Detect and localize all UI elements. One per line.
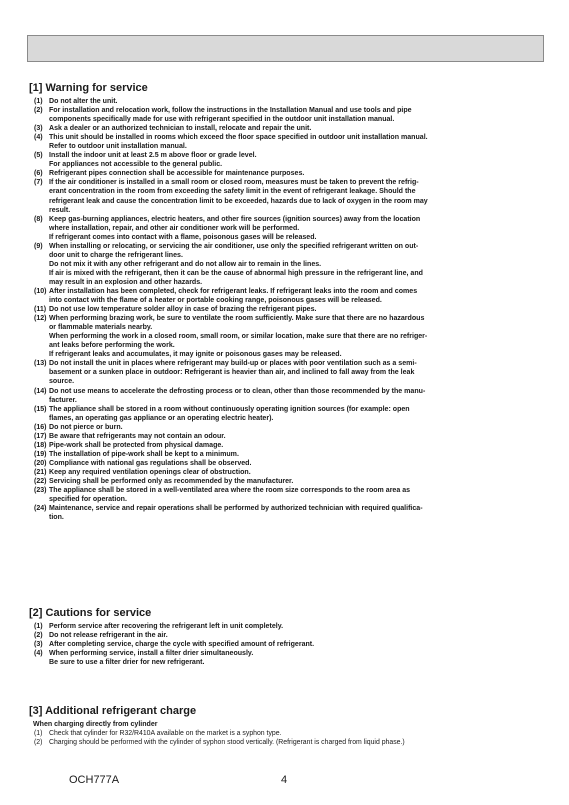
list-item	[29, 124, 549, 133]
item-text	[49, 106, 549, 124]
item-line: Ask a dealer or an authorized technician to install, relocate and repair the unit.	[49, 125, 312, 133]
item-number: (18)	[34, 441, 47, 449]
item-text	[49, 215, 549, 242]
list-item	[29, 486, 549, 504]
item-text	[49, 477, 549, 486]
item-line: If refrigerant comes into contact with a flame, poisonous gases will be released.	[49, 233, 317, 241]
item-line: Do not use means to accelerate the defrosting process or to clean, other than those recommended by the manu-	[49, 387, 426, 395]
item-line: If the air conditioner is installed in a small room or closed room, measures must be taken to prevent the refrig-	[49, 179, 419, 187]
item-line: The appliance shall be stored in a room without continuously operating ignition sources (for example: open	[49, 405, 410, 413]
item-number: (2)	[34, 632, 43, 640]
section-title: [1] Warning for service	[29, 82, 148, 94]
item-line: source.	[49, 378, 75, 386]
item-text	[49, 441, 549, 450]
item-number: (19)	[34, 450, 47, 458]
list-item	[29, 423, 549, 432]
item-line: Refer to outdoor unit installation manual.	[49, 143, 187, 151]
list-item	[29, 242, 549, 287]
item-text	[49, 387, 549, 405]
item-text	[49, 432, 549, 441]
item-text	[49, 405, 549, 423]
item-text	[49, 423, 549, 432]
item-number: (16)	[34, 423, 47, 431]
list-item	[29, 151, 549, 169]
item-line: facturer.	[49, 396, 77, 404]
item-line: Be aware that refrigerants may not contain an odour.	[49, 432, 226, 440]
header-bar	[27, 35, 544, 62]
item-text	[49, 305, 549, 314]
list-item	[29, 97, 549, 106]
item-text	[49, 649, 549, 667]
list-item	[29, 405, 549, 423]
item-text	[49, 738, 549, 747]
item-line: Compliance with national gas regulations shall be observed.	[49, 459, 252, 467]
list-item	[29, 622, 549, 631]
item-line: Pipe-work shall be protected from physical damage.	[49, 441, 224, 449]
item-number: (20)	[34, 459, 47, 467]
item-number: (17)	[34, 432, 47, 440]
item-line: Servicing shall be performed only as recommended by the manufacturer.	[49, 477, 294, 485]
item-text	[49, 359, 549, 386]
item-line: For appliances not accessible to the general public.	[49, 161, 223, 169]
additional-refrigerant-charge-section	[29, 705, 549, 747]
list-item	[29, 450, 549, 459]
item-text	[49, 468, 549, 477]
item-number: (10)	[34, 287, 47, 295]
item-line: specified for operation.	[49, 496, 127, 504]
item-line: or flammable materials nearby.	[49, 324, 153, 332]
cautions-list	[29, 622, 549, 667]
list-item	[29, 468, 549, 477]
list-item	[29, 459, 549, 468]
item-text	[49, 169, 549, 178]
list-item	[29, 305, 549, 314]
item-line: ant leaks before performing the work.	[49, 342, 175, 350]
item-line: where installation, repair, and other air conditioner work will be performed.	[49, 224, 300, 232]
model-number: OCH777A	[69, 774, 120, 786]
item-text	[49, 178, 549, 214]
section-title: [2] Cautions for service	[29, 607, 152, 619]
list-item	[29, 178, 549, 214]
item-line: If air is mixed with the refrigerant, then it can be the cause of abnormal high pressure in the refrigerant line, and	[49, 269, 423, 277]
list-item	[29, 640, 549, 649]
list-item	[29, 729, 549, 738]
item-line: Perform service after recovering the refrigerant left in unit completely.	[49, 623, 284, 630]
item-line: components specifically made for use with refrigerant specified in the outdoor unit installation manual.	[49, 116, 395, 124]
item-line: Do not release refrigerant in the air.	[49, 632, 168, 640]
item-line: After installation has been completed, check for refrigerant leaks. If refrigerant leaks into the room and comes	[49, 287, 418, 295]
item-line: Keep any required ventilation openings clear of obstruction.	[49, 468, 251, 476]
item-text	[49, 486, 549, 504]
item-number: (21)	[34, 468, 47, 476]
item-line: Charging should be performed with the cylinder of syphon stood vertically. (Refrigerant is charged from liquid phase.)	[49, 739, 405, 747]
item-number: (8)	[34, 215, 43, 223]
cautions-for-service-section	[29, 607, 549, 667]
item-number: (1)	[34, 623, 43, 630]
item-text	[49, 631, 549, 640]
item-line: Install the indoor unit at least 2.5 m above floor or grade level.	[49, 152, 257, 160]
item-line: The appliance shall be stored in a well-ventilated area where the room size corresponds to the room area as	[49, 487, 411, 495]
item-line: flames, an operating gas appliance or an operating electric heater).	[49, 414, 274, 422]
list-item	[29, 477, 549, 486]
warning-list	[29, 97, 549, 522]
item-number: (14)	[34, 387, 47, 395]
item-text	[49, 459, 549, 468]
item-number: (22)	[34, 477, 47, 485]
item-number: (4)	[34, 650, 43, 658]
item-text	[49, 287, 549, 305]
item-line: into contact with the flame of a heater or portable cooking range, poisonous gases will be released.	[49, 297, 382, 305]
list-item	[29, 504, 549, 522]
item-number: (23)	[34, 487, 47, 495]
item-line: Be sure to use a filter drier for new refrigerant.	[49, 659, 205, 667]
item-text	[49, 640, 549, 649]
list-item	[29, 649, 549, 667]
item-text	[49, 124, 549, 133]
item-number: (9)	[34, 242, 43, 250]
list-item	[29, 314, 549, 359]
list-item	[29, 441, 549, 450]
item-text	[49, 729, 549, 738]
page-number: 4	[281, 774, 288, 786]
item-number: (12)	[34, 315, 47, 323]
section-subtitle: When charging directly from cylinder	[33, 721, 158, 728]
item-number: (1)	[34, 730, 43, 738]
list-item	[29, 106, 549, 124]
item-number: (2)	[34, 107, 43, 115]
item-line: This unit should be installed in rooms which exceed the floor space specified in outdoor unit installation manual.	[49, 134, 428, 142]
item-line: Refrigerant pipes connection shall be accessible for maintenance purposes.	[49, 170, 305, 178]
item-text	[49, 504, 549, 522]
item-line: door unit to charge the refrigerant lines.	[49, 251, 183, 259]
item-line: erant concentration in the room from exceeding the safety limit in the event of refrigerant leakage. Should the	[49, 188, 416, 196]
item-line: When performing service, install a filter drier simultaneously.	[49, 650, 254, 658]
item-line: basement or a sunken place in outdoor: Refrigerant is heavier than air, and inclined to fall away from the leak	[49, 369, 415, 377]
item-text	[49, 242, 549, 287]
item-number: (13)	[34, 360, 47, 368]
item-line: Check that cylinder for R32/R410A available on the market is a syphon type.	[49, 730, 282, 738]
item-text	[49, 314, 549, 359]
item-line: The installation of pipe-work shall be kept to a minimum.	[49, 450, 239, 458]
item-text	[49, 97, 549, 106]
list-item	[29, 359, 549, 386]
list-item	[29, 287, 549, 305]
list-item	[29, 387, 549, 405]
item-line: If refrigerant leaks and accumulates, it may ignite or poisonous gases may be released.	[49, 351, 342, 359]
item-number: (24)	[34, 505, 47, 513]
charge-list	[29, 729, 549, 747]
item-line: Do not mix it with any other refrigerant and do not allow air to remain in the lines.	[49, 260, 322, 268]
item-number: (1)	[34, 98, 43, 105]
section-title: [3] Additional refrigerant charge	[29, 705, 197, 717]
item-line: refrigerant leak and cause the concentration limit to be exceeded, hazards due to lack of oxygen in the room may	[49, 197, 428, 205]
item-line: Keep gas-burning appliances, electric heaters, and other fire sources (ignition sources) away from the location	[49, 215, 421, 223]
item-number: (11)	[34, 306, 47, 314]
item-text	[49, 151, 549, 169]
item-number: (3)	[34, 641, 43, 649]
item-line: When installing or relocating, or servicing the air conditioner, use only the specified refrigerant written on out-	[49, 242, 419, 250]
item-line: tion.	[49, 514, 64, 522]
list-item	[29, 738, 549, 747]
list-item	[29, 133, 549, 151]
list-item	[29, 432, 549, 441]
item-number: (7)	[34, 179, 43, 187]
list-item	[29, 215, 549, 242]
item-line: After completing service, charge the cycle with specified amount of refrigerant.	[49, 641, 315, 649]
item-line: result.	[49, 206, 71, 214]
item-number: (6)	[34, 170, 43, 178]
item-line: For installation and relocation work, follow the instructions in the Installation Manual and use tools and pipe	[49, 107, 412, 115]
item-line: When performing brazing work, be sure to ventilate the room sufficiently. Make sure that there are no hazardous	[49, 315, 425, 323]
item-line: Do not use low temperature solder alloy in case of brazing the refrigerant pipes.	[49, 306, 317, 314]
item-line: may result in an explosion and other hazards.	[49, 278, 203, 286]
item-text	[49, 622, 549, 631]
item-number: (4)	[34, 134, 43, 142]
list-item	[29, 169, 549, 178]
item-line: Do not install the unit in places where refrigerant may build-up or places with poor ventilation such as a semi-	[49, 360, 417, 368]
item-number: (3)	[34, 125, 43, 133]
item-text	[49, 450, 549, 459]
item-line: Maintenance, service and repair operations shall be performed by authorized technician with required qualifica-	[49, 505, 423, 513]
warning-for-service-section	[29, 82, 549, 522]
item-number: (5)	[34, 152, 43, 160]
item-line: Do not pierce or burn.	[49, 423, 123, 431]
item-text	[49, 133, 549, 151]
list-item	[29, 631, 549, 640]
item-line: Do not alter the unit.	[49, 98, 118, 105]
item-number: (2)	[34, 739, 43, 747]
item-number: (15)	[34, 405, 47, 413]
item-line: When performing the work in a closed room, small room, or similar location, make sure that there are no refriger-	[49, 333, 428, 341]
